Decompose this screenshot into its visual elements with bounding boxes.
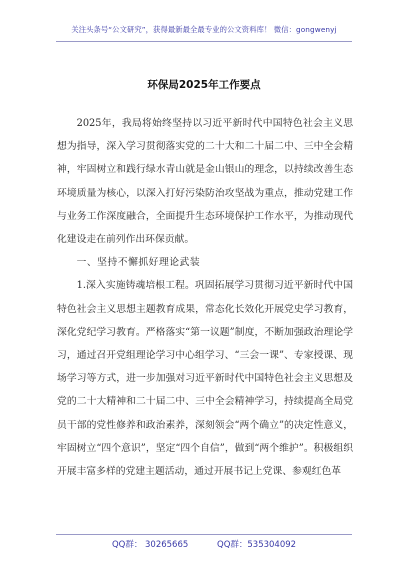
header-notice: 关注头条号“公文研究”，获得最新最全最专业的公文资料库！ 微信：gongwenyj	[71, 25, 337, 34]
section-paragraph: 1.深入实施铸魂培根工程。巩固拓展学习贯彻习近平新时代中国特色社会主义思想主题教育成果，常态化长效化开展党史学习教育，深化党纪学习教育。严格落实“第一议题”制度，不断加强政治理论学习，通过召开党组理论学习中心组学习、“三会一课”、专家授课、现场学习等方式，进一步加强对习近平新时代中国特色社会主义思想及党的二十大精神和二十届二中、三中全会精神学习，持续提高全局党员干部的党性修养和政治素养，深刻领会“两个确立”的决定性意义，牢固树立“四个意识”，坚定“四个自信”，做到“两个维护”。积极组织开展丰富多样的党建主题活动，通过开展书记上党课、参观红色革	[57, 280, 353, 478]
intro-paragraph: 2025年，我局将始终坚持以习近平新时代中国特色社会主义思想为指导，深入学习贯彻落实党的二十大和二十届二中、三中全会精神，牢固树立和践行绿水青山就是金山银山的理念，以持续改善生态环境质量为核心，以深入打好污染防治攻坚战为重点，推动党建工作与业务工作深度融合，全面提升生态环境保护工作水平，为推动现代化建设走在前列作出环保贡献。	[57, 118, 353, 246]
footer-qq-group-2: QQ群：535304092	[217, 540, 297, 550]
footer-divider	[56, 534, 352, 535]
document-body	[57, 112, 353, 483]
header-divider	[56, 41, 352, 42]
section-heading: 一、坚持不懈抓好理论武装	[76, 257, 201, 269]
footer-qq-group-1: QQ群： 30265665	[111, 540, 189, 550]
footer	[0, 538, 408, 550]
document-title: 环保局2025年工作要点	[147, 79, 261, 91]
